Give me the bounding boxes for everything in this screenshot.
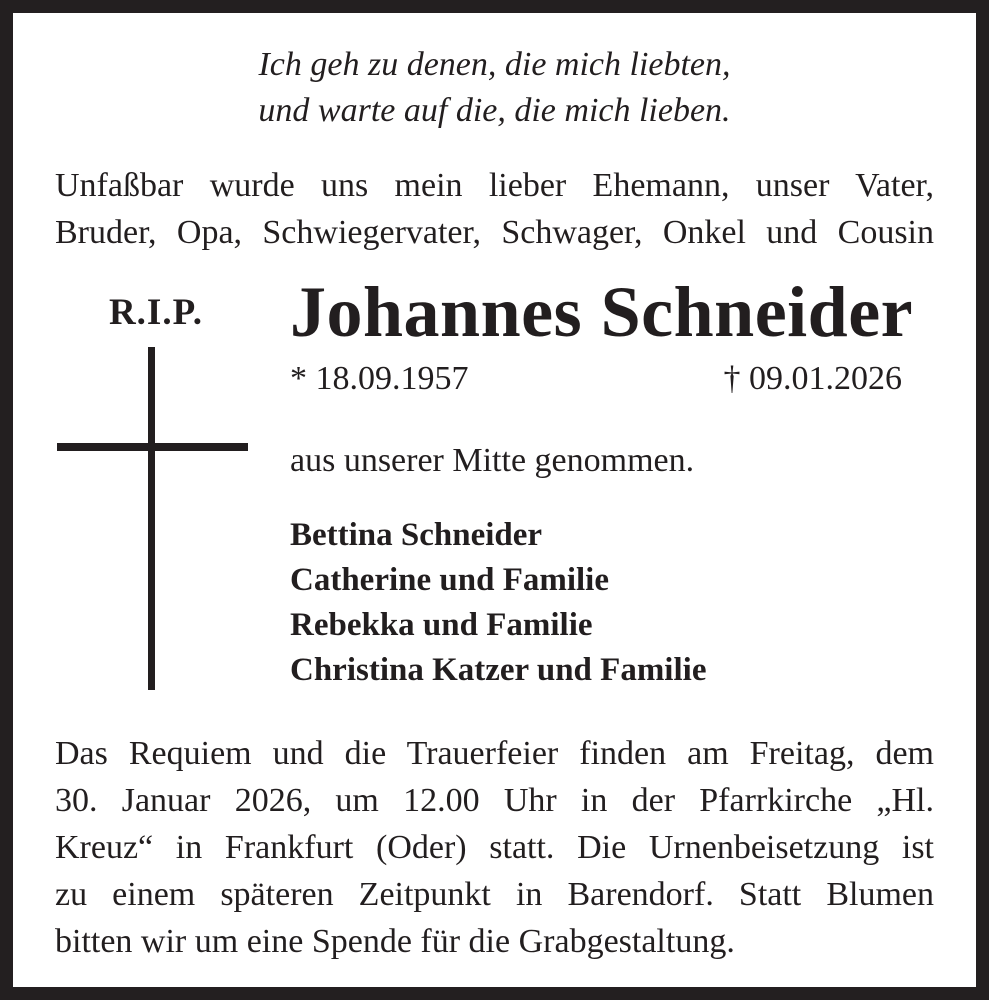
mourner-name: Catherine und Familie [290, 562, 609, 598]
epigraph-line-1: Ich geh zu denen, die mich liebten, [258, 46, 731, 83]
epigraph [13, 42, 976, 134]
intro-paragraph [55, 162, 934, 256]
mourner-name: Bettina Schneider [290, 517, 543, 553]
funeral-line-4: zu einem späteren Zeitpunkt in Barendorf. Statt Blumen [55, 876, 934, 913]
cross-vertical-bar [148, 347, 155, 690]
cross-horizontal-bar [57, 443, 248, 451]
funeral-notice [55, 730, 934, 965]
funeral-line-1: Das Requiem und die Trauerfeier finden am Freitag, dem [55, 735, 934, 772]
mourner-name: Christina Katzer und Familie [290, 652, 707, 688]
intro-line-1: Unfaßbar wurde uns mein lieber Ehemann, unser Vater, [55, 167, 934, 204]
funeral-line-5: bitten wir um eine Spende für die Grabgestaltung. [55, 923, 735, 960]
deceased-name: Johannes Schneider [290, 272, 914, 352]
intro-line-2: Bruder, Opa, Schwiegervater, Schwager, Onkel und Cousin [55, 214, 934, 251]
mourners-list [290, 513, 706, 693]
funeral-line-2: 30. Januar 2026, um 12.00 Uhr in der Pfarrkirche „Hl. [55, 782, 934, 819]
funeral-line-3: Kreuz“ in Frankfurt (Oder) statt. Die Urnenbeisetzung ist [55, 829, 934, 866]
taken-line: aus unserer Mitte genommen. [290, 442, 695, 479]
death-date: † 09.01.2026 [723, 360, 902, 397]
mourner-name: Rebekka und Familie [290, 607, 593, 643]
epigraph-line-2: und warte auf die, die mich lieben. [258, 92, 731, 129]
rip-label: R.I.P. [108, 292, 204, 333]
life-dates-row [290, 359, 902, 399]
birth-date: * 18.09.1957 [290, 360, 469, 397]
